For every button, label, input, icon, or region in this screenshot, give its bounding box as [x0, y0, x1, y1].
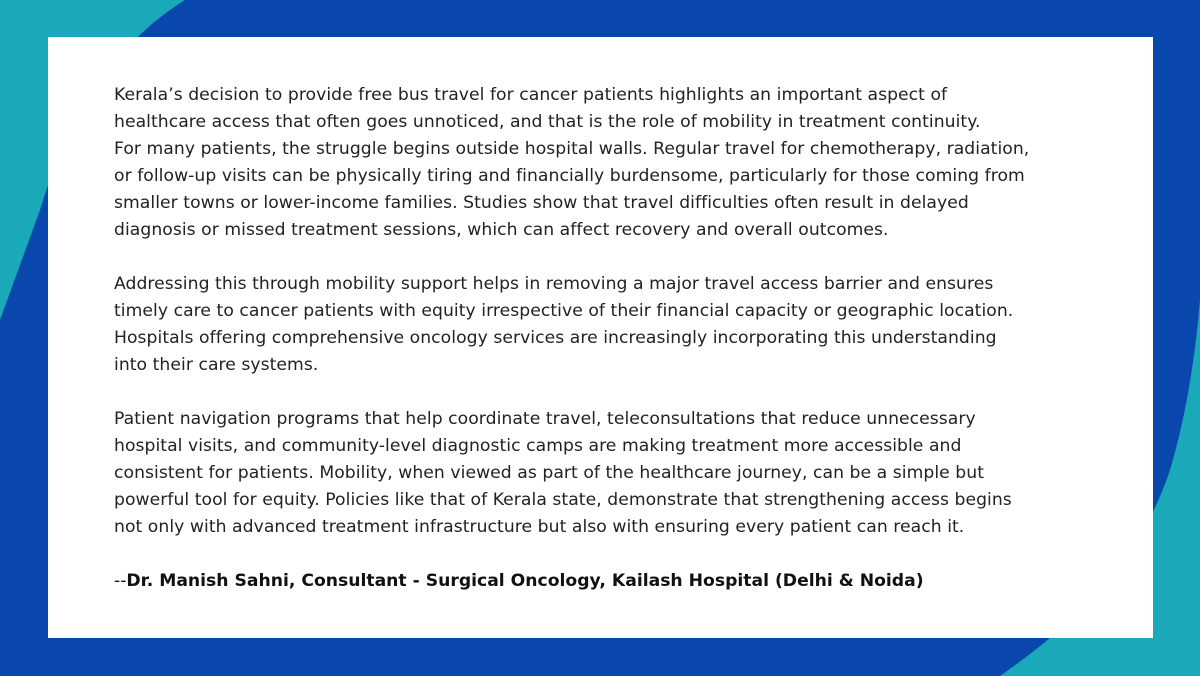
paragraph-line: not only with advanced treatment infrastructure but also with ensuring every patient can reach it.	[114, 517, 965, 537]
paragraph-2	[114, 271, 1103, 379]
paragraph-line: into their care systems.	[114, 355, 319, 375]
quote-card	[48, 37, 1153, 638]
paragraph-line: or follow-up visits can be physically tiring and financially burdensome, particularly for those coming from	[114, 166, 1025, 186]
paragraph-line: healthcare access that often goes unnoticed, and that is the role of mobility in treatment continuity.	[114, 112, 981, 132]
paragraph-line: Hospitals offering comprehensive oncology services are increasingly incorporating this understanding	[114, 328, 997, 348]
attribution-name: Dr. Manish Sahni, Consultant - Surgical Oncology, Kailash Hospital (Delhi & Noida)	[126, 571, 924, 591]
paragraph-line: powerful tool for equity. Policies like that of Kerala state, demonstrate that strengthening access begins	[114, 490, 1012, 510]
attribution	[114, 568, 1103, 595]
paragraph-line: consistent for patients. Mobility, when viewed as part of the healthcare journey, can be a simple but	[114, 463, 984, 483]
paragraph-line: smaller towns or lower-income families. Studies show that travel difficulties often result in delayed	[114, 193, 969, 213]
paragraph-line: For many patients, the struggle begins outside hospital walls. Regular travel for chemotherapy, radiation,	[114, 139, 1030, 159]
paragraph-line: Patient navigation programs that help coordinate travel, teleconsultations that reduce unnecessary	[114, 409, 976, 429]
paragraph-3	[114, 406, 1103, 541]
paragraph-line: Addressing this through mobility support helps in removing a major travel access barrier and ensures	[114, 274, 994, 294]
attribution-prefix: --	[114, 571, 127, 591]
paragraph-line: diagnosis or missed treatment sessions, which can affect recovery and overall outcomes.	[114, 220, 889, 240]
paragraph-line: timely care to cancer patients with equity irrespective of their financial capacity or geographic location.	[114, 301, 1014, 321]
paragraph-1	[114, 82, 1103, 244]
paragraph-line: hospital visits, and community-level diagnostic camps are making treatment more accessible and	[114, 436, 962, 456]
paragraph-line: Kerala’s decision to provide free bus travel for cancer patients highlights an important aspect of	[114, 85, 948, 105]
